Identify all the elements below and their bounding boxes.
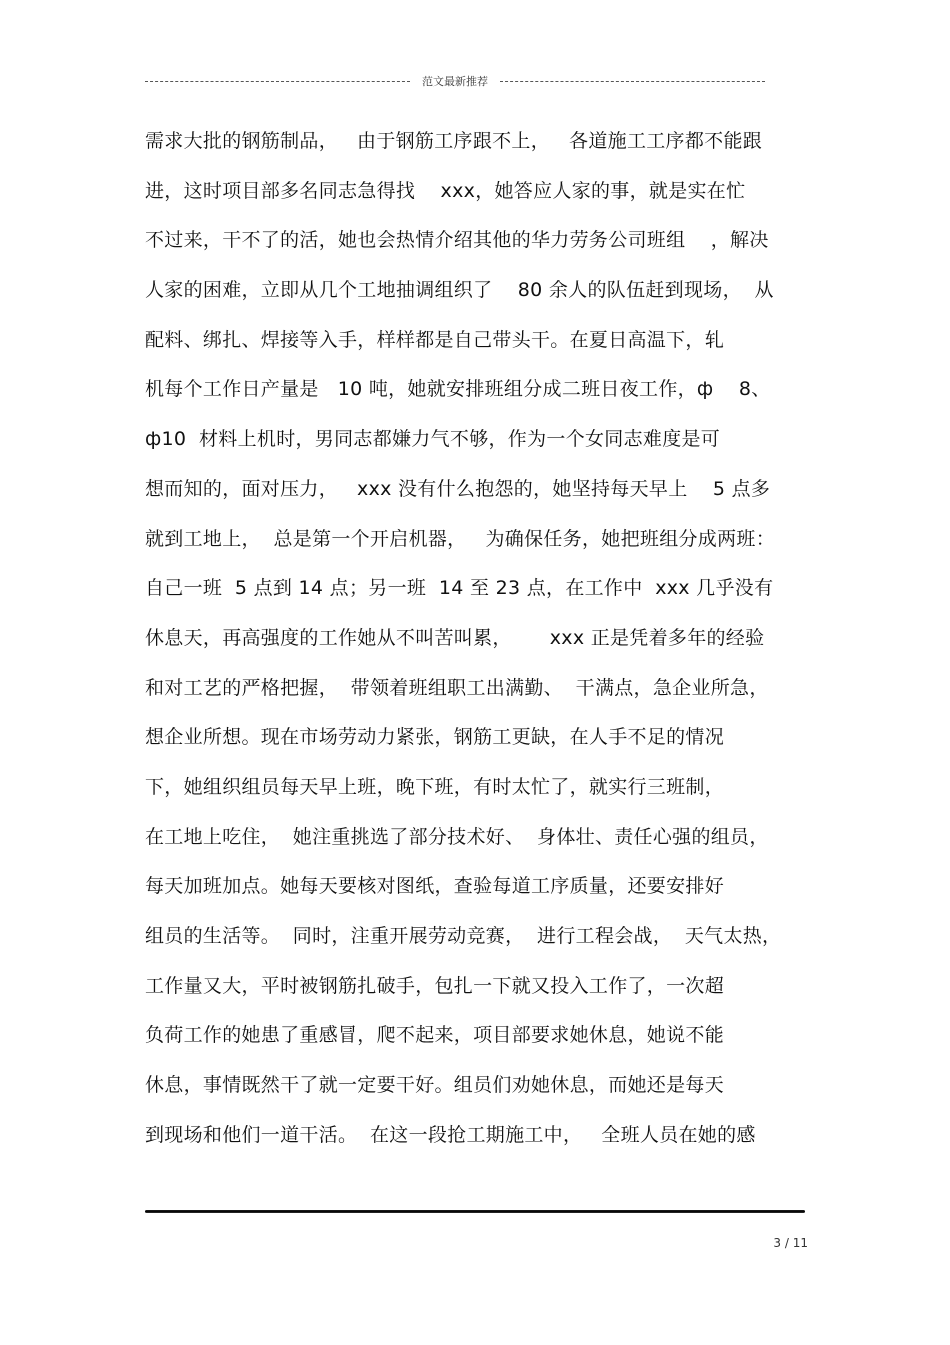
header-rule-right [500,81,765,82]
body-line: 和对工艺的严格把握， 带领着班组职工出满勤、 干满点，急企业所急， [145,676,769,699]
body-line: 就到工地上， 总是第一个开启机器， 为确保任务，她把班组分成两班： [145,527,775,550]
body-line: 在工地上吃住， 她注重挑选了部分技术好、 身体壮、责任心强的组员， [145,825,769,848]
body-line: 工作量又大，平时被钢筋扎破手，包扎一下就又投入工作了，一次超 [145,974,725,997]
body-line: 需求大批的钢筋制品， 由于钢筋工序跟不上， 各道施工工序都不能跟 [145,130,763,152]
body-line: 进，这时项目部多名同志急得找 xxx，她答应人家的事，就是实在忙 [145,179,746,202]
body-line: 负荷工作的她患了重感冒，爬不起来，项目部要求她休息，她说不能 [145,1024,725,1047]
body-line: ф10 材料上机时，男同志都嫌力气不够，作为一个女同志难度是可 [145,428,721,451]
page-number: 3 / 11 [773,1236,808,1250]
body-line: 休息天，再高强度的工作她从不叫苦叫累， xxx 正是凭着多年的经验 [145,626,765,649]
body-line: 不过来，干不了的活，她也会热情介绍其他的华力劳务公司班组 ，解决 [145,229,769,252]
body-line: 休息，事情既然干了就一定要干好。组员们劝她休息，而她还是每天 [145,1074,725,1097]
body-line: 配料、绑扎、焊接等入手，样样都是自己带头干。在夏日高温下，轧 [145,328,725,351]
body-line: 每天加班加点。她每天要核对图纸，查验每道工序质量，还要安排好 [145,875,725,898]
body-line: 想而知的，面对压力， xxx 没有什么抱怨的，她坚持每天早上 5 点多 [145,477,771,500]
body-line: 人家的困难，立即从几个工地抽调组织了 80 余人的队伍赶到现场， 从 [145,279,774,302]
body-line: 机每个工作日产量是 10 吨，她就安排班组分成二班日夜工作，ф 8、 [145,378,771,401]
page-header [145,72,765,90]
body-line: 到现场和他们一道干活。 在这一段抢工期施工中， 全班人员在她的感 [145,1123,756,1146]
header-rule-left [145,81,410,82]
header-title: 范文最新推荐 [422,75,488,88]
footer-rule [145,1210,805,1213]
body-text [145,121,817,1164]
body-line: 组员的生活等。 同时，注重开展劳动竞赛， 进行工程会战， 天气太热， [145,925,782,947]
body-line: 想企业所想。现在市场劳动力紧张，钢筋工更缺，在人手不足的情况 [145,726,725,749]
body-line: 下，她组织组员每天早上班，晚下班，有时太忙了，就实行三班制， [145,775,725,798]
body-line: 自己一班 5 点到 14 点；另一班 14 至 23 点，在工作中 xxx 几乎没有 [145,577,774,600]
